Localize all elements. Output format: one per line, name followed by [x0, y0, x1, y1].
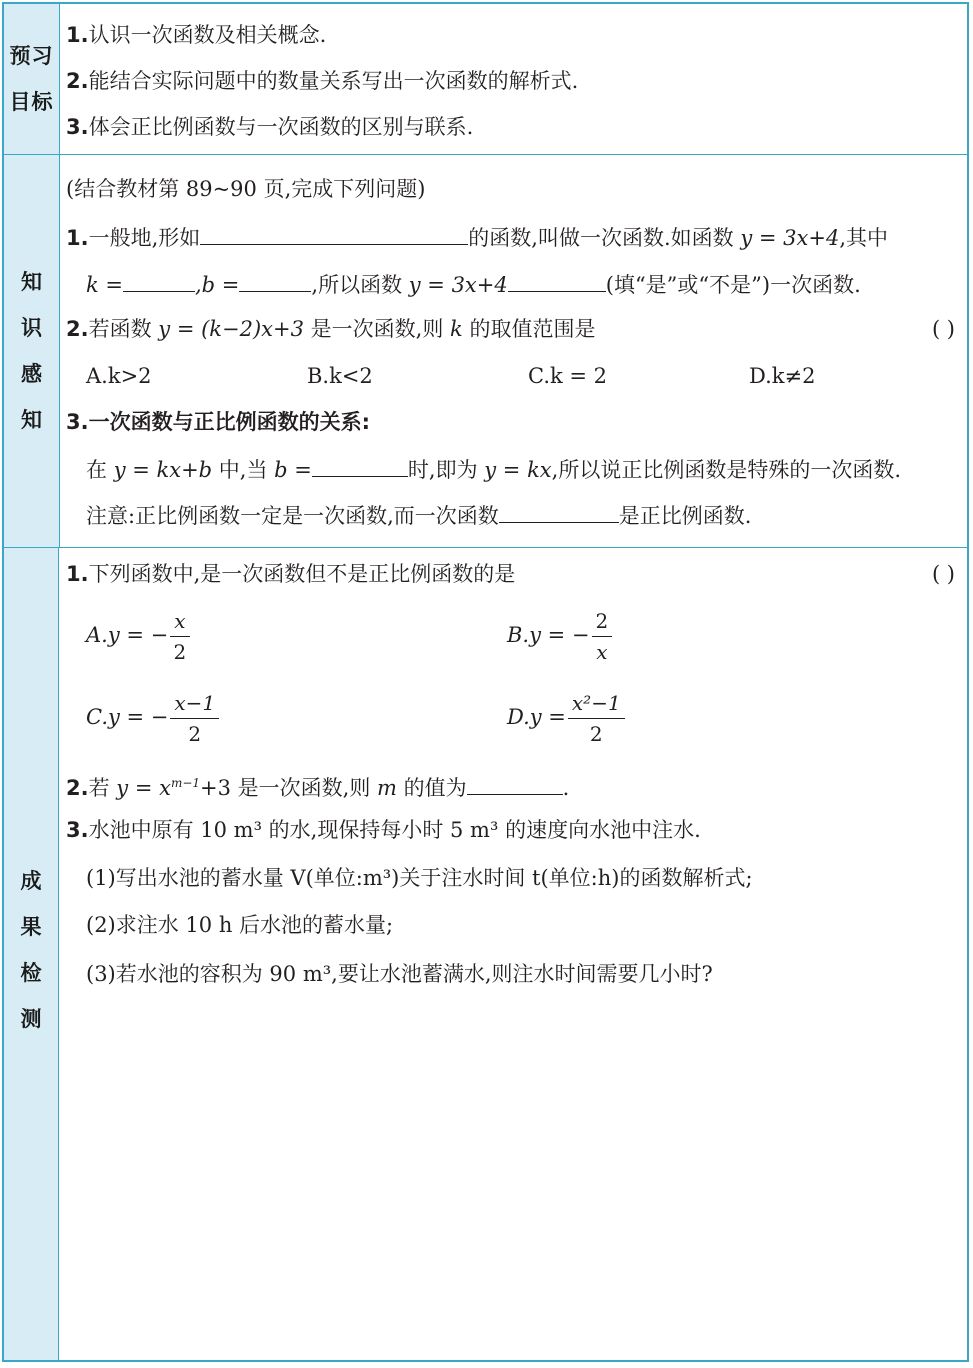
preview-goals-label: [4, 4, 60, 154]
text: 中,当: [218, 458, 268, 482]
knowledge-label: [4, 155, 60, 547]
option-b[interactable]: B.k<2: [307, 364, 373, 388]
question-3-line-1: [86, 454, 901, 484]
denominator: 2: [589, 722, 603, 746]
test-label: [4, 548, 59, 1360]
question-number: 2.: [66, 317, 89, 341]
option-prefix: D.y =: [507, 705, 566, 729]
question-number: 3.: [66, 818, 89, 842]
label-char: 知: [21, 270, 42, 294]
question-number: 1.: [66, 226, 89, 250]
text: 注意:正比例函数一定是一次函数,而一次函数: [86, 504, 499, 528]
question-number: 2.: [66, 776, 89, 800]
answer-blank[interactable]: [200, 222, 468, 245]
test-section: [4, 548, 967, 1360]
label-char: 检: [20, 961, 42, 985]
option-a[interactable]: A.k>2: [86, 364, 152, 388]
option-a[interactable]: [86, 606, 192, 667]
item-number: 1.: [66, 23, 89, 47]
exponent: m−1: [170, 776, 201, 790]
label-line: 预习: [9, 44, 54, 68]
text: 在: [86, 458, 107, 482]
question-3-title: [66, 408, 370, 436]
item-text: 能结合实际问题中的数量关系写出一次函数的解析式.: [88, 69, 579, 93]
test-question-2: [66, 769, 569, 802]
fraction: [170, 606, 189, 667]
formula: y = 3x+4: [408, 273, 508, 297]
intro-text: (结合教材第 89~90 页,完成下列问题): [66, 177, 426, 201]
item-number: 2.: [66, 69, 89, 93]
b-value-blank[interactable]: [312, 454, 408, 477]
label-char: 识: [21, 316, 42, 340]
question-1-line-2: [86, 269, 861, 299]
numerator: 2: [592, 606, 613, 637]
variable: m: [377, 776, 397, 800]
fraction: [568, 688, 625, 749]
text: 是正比例函数.: [618, 504, 752, 528]
formula: y = kx: [484, 458, 552, 482]
label-char: 知: [21, 408, 42, 432]
worksheet-table: [2, 2, 969, 1362]
item-text: 认识一次函数及相关概念.: [88, 23, 327, 47]
sub-question-1: (1)写出水池的蓄水量 V(单位:m³)关于注水时间 t(单位:h)的函数解析式;: [86, 866, 753, 890]
numerator: x²−1: [568, 688, 625, 719]
k-label: k =: [86, 273, 123, 297]
text: 的取值范围是: [469, 317, 596, 341]
option-b[interactable]: [507, 606, 614, 667]
b-label: ,b =: [195, 273, 240, 297]
text: ,所以函数: [311, 273, 403, 297]
answer-blank[interactable]: [508, 269, 606, 292]
formula: y = (k−2)x+3: [158, 317, 304, 341]
text: 若: [88, 776, 110, 800]
item-number: 3.: [66, 115, 89, 139]
goal-item: [66, 21, 326, 49]
answer-paren[interactable]: ( ): [931, 562, 955, 586]
label-char: 果: [20, 915, 42, 939]
variable: b =: [274, 458, 312, 482]
formula: y = 3x+4: [740, 226, 840, 250]
fraction: [170, 688, 219, 749]
text: .: [562, 776, 570, 800]
label-char: 测: [20, 1007, 42, 1031]
option-prefix: C.y = −: [86, 705, 169, 729]
test-question-1: [66, 560, 515, 588]
preview-goals-section: [4, 4, 967, 155]
item-text: 体会正比例函数与一次函数的区别与联系.: [88, 115, 474, 139]
bold-title: 一次函数与正比例函数的关系:: [88, 410, 370, 434]
answer-blank[interactable]: [499, 500, 619, 523]
option-prefix: A.y = −: [86, 623, 169, 647]
option-d[interactable]: [507, 688, 627, 749]
m-value-blank[interactable]: [467, 772, 563, 795]
label-line: 目标: [9, 90, 54, 114]
numerator: x−1: [170, 688, 219, 719]
question-3-line-2: [86, 500, 751, 530]
text: 水池中原有 10 m³ 的水,现保持每小时 5 m³ 的速度向水池中注水.: [88, 818, 701, 842]
option-d[interactable]: D.k≠2: [749, 364, 816, 388]
question-1-line-1: [66, 222, 888, 252]
formula: y = x: [116, 776, 171, 800]
b-blank[interactable]: [239, 269, 311, 292]
denominator: x: [596, 640, 608, 664]
goal-item: [66, 67, 578, 95]
formula: y = kx+b: [113, 458, 213, 482]
k-blank[interactable]: [123, 269, 195, 292]
option-prefix: B.y = −: [507, 623, 590, 647]
text: 下列函数中,是一次函数但不是正比例函数的是: [88, 562, 516, 586]
option-c[interactable]: C.k = 2: [528, 364, 608, 388]
sub-question-2: (2)求注水 10 h 后水池的蓄水量;: [86, 913, 394, 937]
text: 的函数,叫做一次函数.如函数: [468, 226, 734, 250]
denominator: 2: [188, 722, 202, 746]
label-char: 成: [20, 869, 42, 893]
text: 一般地,形如: [88, 226, 201, 250]
text: +3 是一次函数,则: [200, 776, 371, 800]
text: ,其中: [839, 226, 888, 250]
text: 若函数: [88, 317, 152, 341]
text: 时,即为: [407, 458, 478, 482]
question-2: [66, 315, 595, 343]
variable: k: [450, 317, 463, 341]
fraction: [592, 606, 613, 667]
answer-paren[interactable]: ( ): [931, 317, 955, 341]
question-number: 1.: [66, 562, 89, 586]
question-number: 3.: [66, 410, 89, 434]
test-question-3: [66, 816, 701, 844]
knowledge-section: [4, 155, 967, 548]
denominator: 2: [173, 640, 187, 664]
text: (填“是”或“不是”)一次函数.: [605, 273, 861, 297]
label-char: 感: [21, 362, 42, 386]
goal-item: [66, 113, 473, 141]
text: 的值为: [403, 776, 467, 800]
text: ,所以说正比例函数是特殊的一次函数.: [551, 458, 902, 482]
sub-question-3: (3)若水池的容积为 90 m³,要让水池蓄满水,则注水时间需要几小时?: [86, 962, 713, 986]
text: 是一次函数,则: [310, 317, 444, 341]
numerator: x: [170, 606, 189, 637]
option-c[interactable]: [86, 688, 221, 749]
